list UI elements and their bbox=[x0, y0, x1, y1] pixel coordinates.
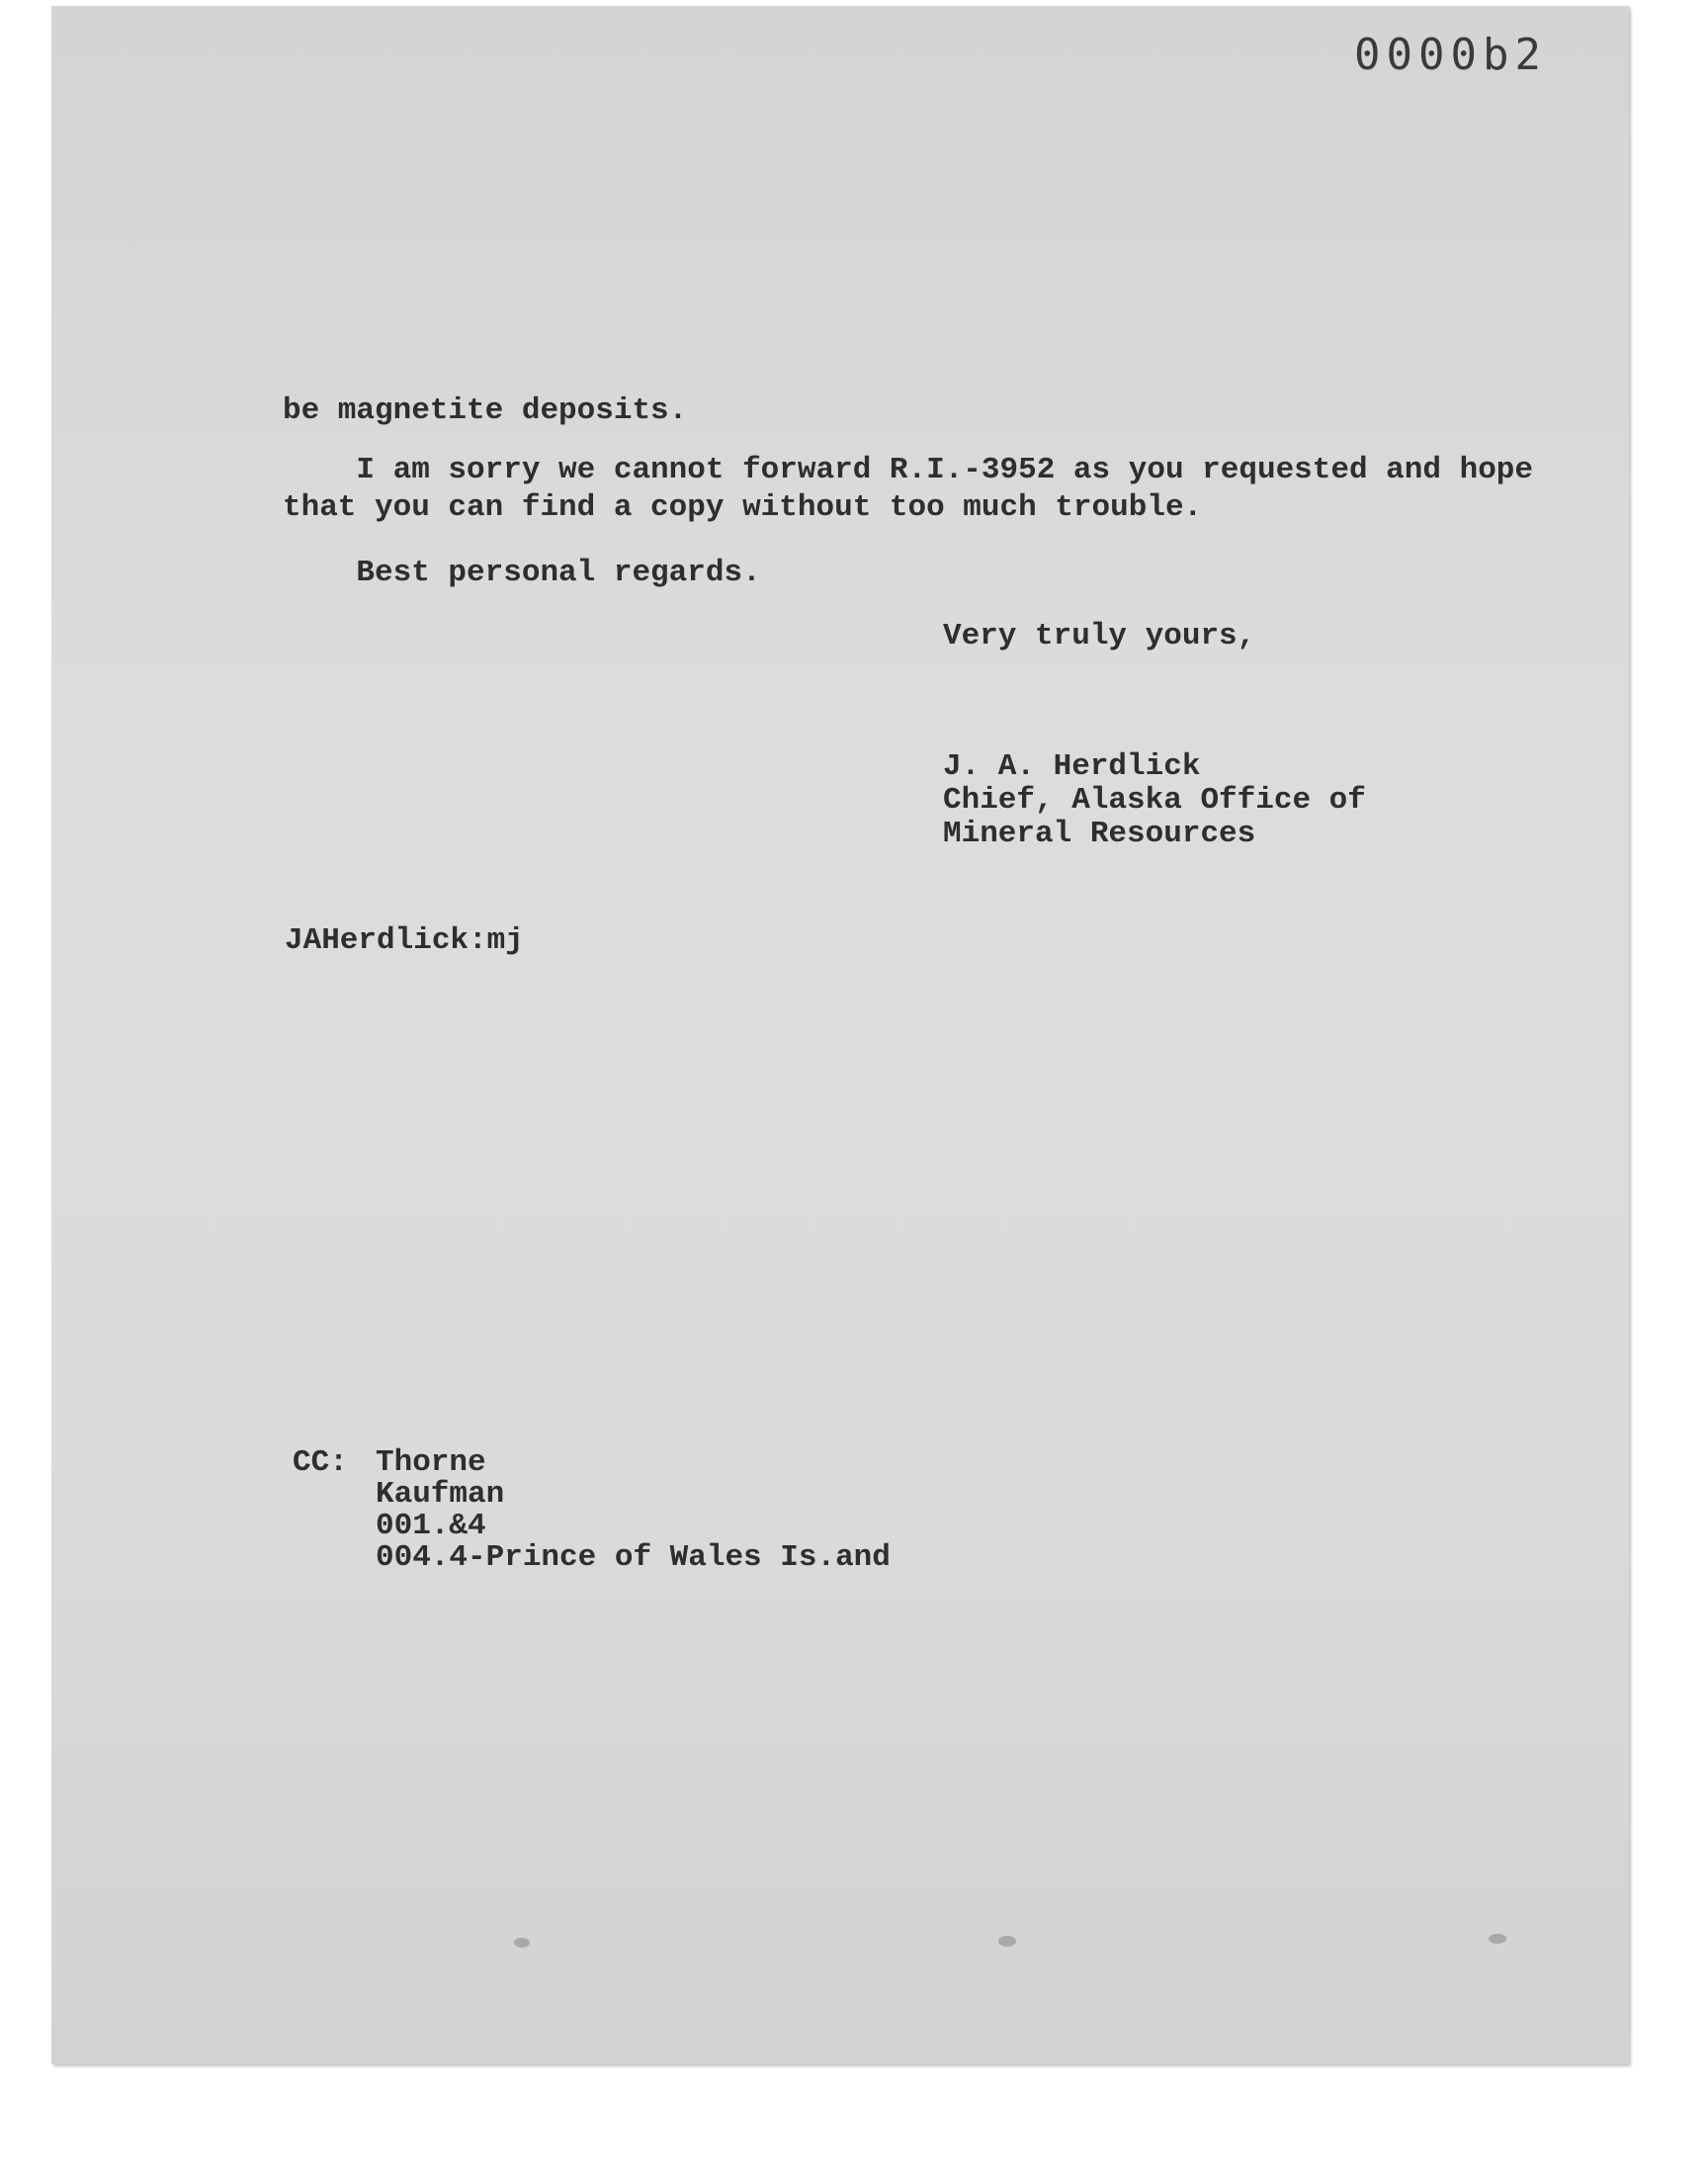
signature-title-line-1: Chief, Alaska Office of bbox=[943, 783, 1366, 818]
body-paragraph-3: Best personal regards. bbox=[283, 556, 761, 590]
paper-smudge bbox=[514, 1938, 530, 1948]
signature-title-line-2: Mineral Resources bbox=[943, 817, 1256, 851]
cc-recipient: 001.&4 bbox=[376, 1509, 486, 1543]
cc-recipient: 004.4-Prince of Wales Is.and bbox=[376, 1540, 891, 1575]
closing: Very truly yours, bbox=[943, 619, 1256, 653]
body-paragraph-2-line-2: that you can find a copy without too much trouble. bbox=[283, 490, 1203, 525]
cc-recipient: Kaufman bbox=[376, 1477, 505, 1512]
cc-recipient: Thorne bbox=[376, 1445, 486, 1480]
body-paragraph-2-line-1: I am sorry we cannot forward R.I.-3952 as you requested and hope bbox=[283, 453, 1534, 487]
typist-initials: JAHerdlick:mj bbox=[285, 923, 524, 958]
letter-page bbox=[51, 6, 1629, 2064]
signature-name: J. A. Herdlick bbox=[943, 749, 1201, 784]
cc-label: CC: bbox=[293, 1445, 348, 1480]
paper-smudge bbox=[1489, 1934, 1506, 1944]
page-number: 0000b2 bbox=[1354, 30, 1547, 80]
paper-smudge bbox=[998, 1936, 1016, 1947]
body-line-1: be magnetite deposits. bbox=[283, 393, 688, 428]
